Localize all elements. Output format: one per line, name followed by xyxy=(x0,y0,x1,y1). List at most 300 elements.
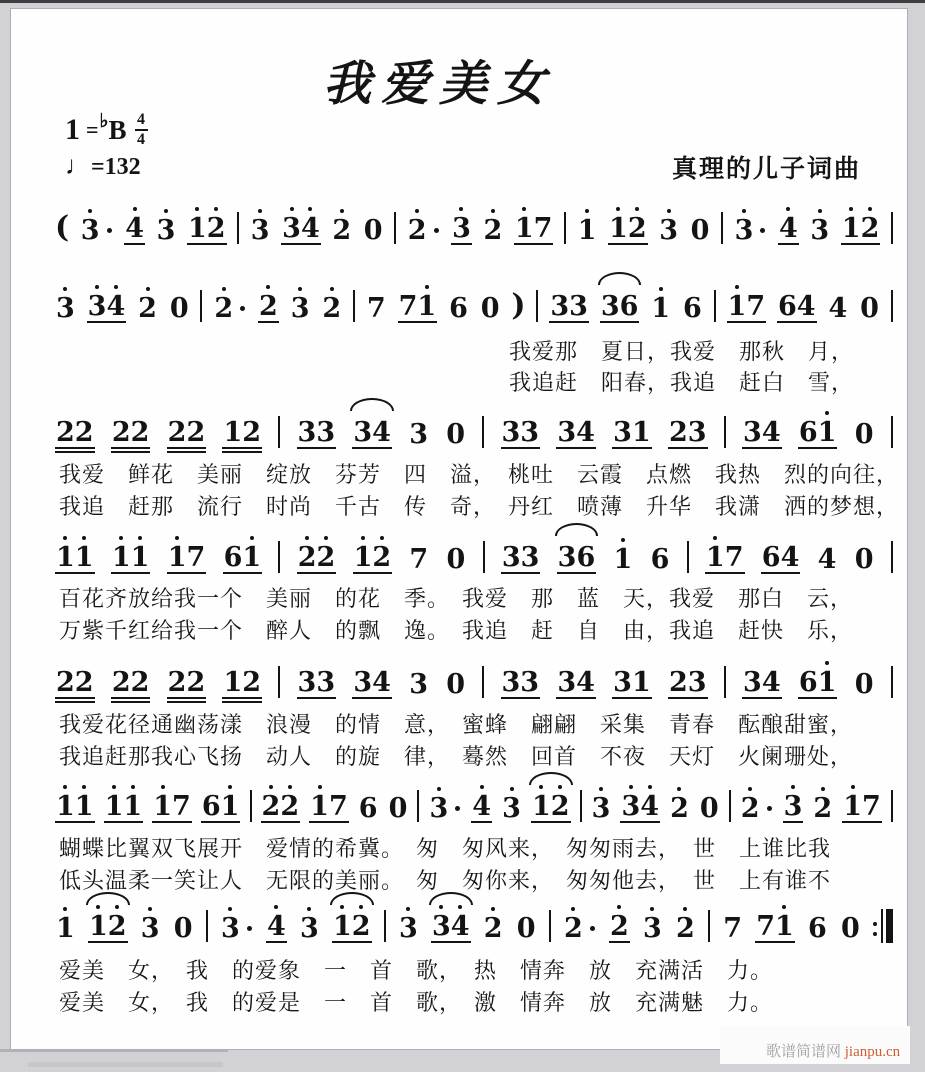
note-group xyxy=(222,661,262,699)
note-digit: 7 xyxy=(724,542,744,573)
barline xyxy=(891,290,893,322)
note xyxy=(429,787,448,822)
barline xyxy=(891,212,893,244)
note xyxy=(799,661,818,696)
note xyxy=(483,209,502,244)
note-digit: 2 xyxy=(138,293,157,324)
note-digit: 4 xyxy=(372,667,391,698)
note-group xyxy=(167,536,207,574)
note-group xyxy=(471,785,492,823)
note-group xyxy=(321,287,342,323)
sheet-paper xyxy=(10,8,908,1050)
note xyxy=(75,536,94,571)
barline xyxy=(278,416,280,448)
note-digit: 2 xyxy=(297,542,317,573)
note-group xyxy=(812,787,833,823)
barline xyxy=(721,212,723,244)
note xyxy=(569,285,588,320)
note-group xyxy=(309,785,349,823)
note xyxy=(186,411,205,446)
parenthesis: ) xyxy=(511,288,526,323)
note xyxy=(446,538,465,573)
note-group xyxy=(722,907,743,943)
note-group xyxy=(817,538,838,574)
parenthesis: ( xyxy=(55,210,70,245)
note-digit: 3 xyxy=(409,419,428,450)
note-digit: 1 xyxy=(220,791,240,822)
note-digit: 3 xyxy=(810,215,830,246)
note-digit: 1 xyxy=(56,791,75,822)
tempo-marking xyxy=(65,151,141,181)
note-digit: 3 xyxy=(501,667,521,698)
note xyxy=(601,285,620,320)
note-digit: 7 xyxy=(409,544,429,575)
octave-dot xyxy=(340,209,344,213)
note-group xyxy=(777,285,817,323)
note-group xyxy=(398,907,419,943)
note-group xyxy=(827,287,848,323)
octave-dot xyxy=(818,209,822,213)
note-group xyxy=(514,207,554,245)
octave-dot xyxy=(480,785,484,789)
note-group xyxy=(331,209,352,245)
note-group xyxy=(297,661,337,699)
note-digit: 1 xyxy=(187,213,207,244)
note-group xyxy=(87,285,127,323)
note xyxy=(138,287,157,322)
note-group xyxy=(682,287,703,323)
note xyxy=(640,785,659,820)
note xyxy=(202,785,221,820)
note-group xyxy=(398,285,438,323)
octave-dot xyxy=(791,785,795,789)
note-digit: 3 xyxy=(140,913,160,944)
repeat-dot xyxy=(873,922,877,926)
note xyxy=(153,785,172,820)
note xyxy=(367,287,386,322)
note-digit: 1 xyxy=(123,791,143,822)
lyric-line: 我追 赶那 流行 时尚 千古 传 奇， 丹红 喷薄 升华 我潇 洒的梦想， xyxy=(59,494,900,519)
note-digit: 6 xyxy=(449,293,468,324)
note-group xyxy=(250,209,271,245)
note xyxy=(259,285,278,320)
octave-dot xyxy=(318,785,322,789)
note-group xyxy=(388,787,409,823)
note-group xyxy=(650,538,671,574)
note-digit: 1 xyxy=(89,911,108,942)
barline xyxy=(417,790,419,822)
note xyxy=(520,661,539,696)
note-digit: 4 xyxy=(640,791,660,822)
note-digit: 0 xyxy=(860,293,879,324)
octave-dot xyxy=(522,207,526,211)
note xyxy=(762,661,781,696)
note-digit: 7 xyxy=(172,791,191,822)
octave-dot xyxy=(786,207,790,211)
note xyxy=(364,209,383,244)
note-digit: 1 xyxy=(310,791,329,822)
note-group xyxy=(854,538,875,574)
augmentation-dot xyxy=(107,228,112,233)
note-group xyxy=(366,287,387,323)
octave-dot xyxy=(648,785,652,789)
note xyxy=(223,661,242,696)
octave-dot xyxy=(677,787,681,791)
note-digit: 3 xyxy=(432,911,451,942)
key-tonic: 1 xyxy=(65,113,80,146)
note-digit: 2 xyxy=(610,911,629,942)
note-digit: 6 xyxy=(650,544,670,575)
note-digit: 3 xyxy=(316,667,336,698)
octave-dot xyxy=(571,907,575,911)
note-digit: 0 xyxy=(480,293,500,324)
note-digit: 1 xyxy=(613,544,633,575)
note-digit: 2 xyxy=(483,913,503,944)
thin-barline xyxy=(881,909,883,943)
slur-arc xyxy=(555,523,599,536)
barline xyxy=(891,541,893,573)
octave-dot xyxy=(459,207,463,211)
note-digit: 4 xyxy=(300,213,320,244)
note-digit: 3 xyxy=(501,417,521,448)
note-digit: 1 xyxy=(727,291,747,322)
note xyxy=(329,785,348,820)
barline xyxy=(353,290,355,322)
note-group xyxy=(407,209,441,245)
note xyxy=(322,287,341,322)
note-digit: 2 xyxy=(550,791,570,822)
note-digit: 1 xyxy=(167,542,187,573)
octave-dot xyxy=(849,207,853,211)
note-group xyxy=(807,907,828,943)
tempo-value: =132 xyxy=(91,154,141,180)
note-group xyxy=(445,663,466,699)
time-signature-bottom: 4 xyxy=(137,131,146,148)
note xyxy=(56,907,75,942)
note-group xyxy=(727,285,767,323)
note xyxy=(691,209,710,244)
note xyxy=(291,287,310,322)
note xyxy=(298,411,317,446)
note xyxy=(75,785,94,820)
octave-dot xyxy=(214,207,218,211)
note xyxy=(578,209,597,244)
lyric-line: 低头温柔一笑让人 无限的美丽。 匆 匆你来， 匆匆他去， 世 上有谁不 xyxy=(59,868,832,893)
note-group xyxy=(557,536,597,574)
note xyxy=(372,661,391,696)
note xyxy=(409,663,428,698)
octave-dot xyxy=(742,209,746,213)
note-digit: 0 xyxy=(173,913,193,944)
note xyxy=(735,209,754,244)
note-digit: 1 xyxy=(56,542,75,573)
note xyxy=(301,207,320,242)
barline xyxy=(482,416,484,448)
notation-line xyxy=(55,197,893,245)
note-digit: 3 xyxy=(557,417,577,448)
note xyxy=(88,285,107,320)
note-digit: 2 xyxy=(564,913,583,944)
note xyxy=(762,536,781,571)
note-digit: 1 xyxy=(631,667,651,698)
octave-dot xyxy=(305,536,309,540)
note xyxy=(56,287,75,322)
note xyxy=(613,411,632,446)
note xyxy=(432,905,451,940)
note-digit: 3 xyxy=(734,215,754,246)
note-group xyxy=(156,209,177,245)
note-digit: 0 xyxy=(854,544,874,575)
note-digit: 3 xyxy=(156,215,176,246)
note-group xyxy=(152,785,192,823)
note xyxy=(620,285,639,320)
note-digit: 2 xyxy=(130,417,150,448)
octave-dot xyxy=(491,209,495,213)
note xyxy=(409,413,428,448)
lyric-line: 我爱花径通幽荡漾 浪漫 的情 意， 蜜蜂 翩翩 采集 青春 酝酿甜蜜， xyxy=(59,712,854,737)
note-digit: 3 xyxy=(621,791,641,822)
augmentation-dot xyxy=(247,926,252,931)
note-digit: 3 xyxy=(591,793,611,824)
note-digit: 2 xyxy=(186,667,206,698)
octave-dot xyxy=(298,287,302,291)
note xyxy=(353,661,372,696)
octave-dot xyxy=(659,287,663,291)
octave-dot xyxy=(96,905,100,909)
note xyxy=(282,207,301,242)
lyric-line: 百花齐放给我一个 美丽 的花 季。 我爱 那 蓝 天，我爱 那白 云， xyxy=(59,586,854,611)
note xyxy=(828,287,847,322)
note-digit: 1 xyxy=(609,213,628,244)
note-digit: 2 xyxy=(676,913,695,944)
note-digit: 7 xyxy=(756,911,775,942)
octave-dot xyxy=(599,787,603,791)
note-group xyxy=(501,536,541,574)
note-digit: 7 xyxy=(746,291,766,322)
note-group xyxy=(220,907,254,943)
note xyxy=(106,285,125,320)
note-digit: 4 xyxy=(817,544,837,575)
note-group xyxy=(690,209,711,245)
note xyxy=(389,787,408,822)
lyric-line: 万紫千红给我一个 醉人 的飘 逸。 我追 赶 自 由，我追 赶快 乐， xyxy=(59,618,854,643)
note xyxy=(725,536,744,571)
note-group xyxy=(842,785,882,823)
note-group xyxy=(798,411,838,449)
note xyxy=(186,661,205,696)
octave-dot xyxy=(629,785,633,789)
note xyxy=(174,907,193,942)
note xyxy=(359,787,378,822)
note-digit: 4 xyxy=(761,417,781,448)
note xyxy=(56,785,75,820)
octave-dot xyxy=(133,207,137,211)
note-group xyxy=(612,661,652,699)
note-digit: 3 xyxy=(520,667,540,698)
note xyxy=(316,661,335,696)
note xyxy=(56,411,75,446)
note-group xyxy=(111,661,151,699)
note xyxy=(860,287,879,322)
slur-arc xyxy=(529,772,573,785)
note-group xyxy=(740,787,774,823)
note-digit: 2 xyxy=(186,417,206,448)
note-group xyxy=(742,411,782,449)
lyric-line: 爱美 女， 我 的爱是 一 首 歌， 激 情奔 放 充满魅 力。 xyxy=(59,990,774,1015)
note-digit: 1 xyxy=(56,913,75,944)
note-group xyxy=(577,209,598,245)
note-group xyxy=(620,785,660,823)
octave-dot xyxy=(115,905,119,909)
note xyxy=(280,785,299,820)
note-digit: 1 xyxy=(153,791,173,822)
note-digit: 1 xyxy=(111,542,131,573)
lyric-line: 蝴蝶比翼双飞展开 爱情的希冀。 匆 匆风来， 匆匆雨去， 世 上谁比我 xyxy=(59,836,832,861)
note-group xyxy=(854,663,875,699)
note xyxy=(332,209,351,244)
note-digit: 1 xyxy=(651,293,671,324)
note xyxy=(399,907,418,942)
frame-bottom-line xyxy=(0,1049,228,1052)
slur-arc xyxy=(350,398,394,411)
repeat-dots xyxy=(873,922,877,936)
note xyxy=(676,907,695,942)
note-group xyxy=(55,661,95,699)
note xyxy=(743,661,762,696)
note-digit: 6 xyxy=(798,417,818,448)
note xyxy=(843,785,862,820)
note xyxy=(353,411,372,446)
note-digit: 2 xyxy=(670,793,689,824)
note-digit: 2 xyxy=(407,215,427,246)
note-group xyxy=(169,287,190,323)
note-digit: 2 xyxy=(167,667,187,698)
octave-dot xyxy=(63,287,67,291)
barline xyxy=(708,910,710,942)
note xyxy=(105,785,124,820)
note-digit: 3 xyxy=(429,793,449,824)
note-digit: 1 xyxy=(223,667,243,698)
barline xyxy=(278,541,280,573)
note-group xyxy=(428,787,462,823)
key-signature xyxy=(65,109,148,151)
note xyxy=(818,411,837,446)
note xyxy=(242,536,261,571)
repeat-dot xyxy=(873,932,877,936)
note-group xyxy=(841,207,881,245)
barline xyxy=(482,666,484,698)
note-group xyxy=(213,287,247,323)
lyric-line: 我追赶 阳春，我追 赶白 雪， xyxy=(509,370,855,395)
note xyxy=(298,661,317,696)
note xyxy=(799,411,818,446)
note-digit: 2 xyxy=(740,793,760,824)
note xyxy=(172,785,191,820)
note xyxy=(451,905,470,940)
note-group xyxy=(854,413,875,449)
note-group xyxy=(840,907,861,943)
octave-dot xyxy=(131,785,135,789)
note xyxy=(784,785,803,820)
frame-top-line xyxy=(0,0,925,3)
note xyxy=(141,907,160,942)
note xyxy=(855,663,874,698)
note xyxy=(841,907,860,942)
note xyxy=(484,907,503,942)
note-digit: 1 xyxy=(130,542,150,573)
note-group xyxy=(353,536,393,574)
octave-dot xyxy=(114,285,118,289)
note-group xyxy=(650,287,671,323)
thick-barline xyxy=(886,909,893,943)
note xyxy=(621,785,640,820)
note xyxy=(481,287,500,322)
octave-dot xyxy=(330,287,334,291)
note-group xyxy=(705,536,745,574)
note-group xyxy=(516,907,537,943)
note xyxy=(842,207,861,242)
note-digit: 3 xyxy=(613,667,632,698)
octave-dot xyxy=(415,209,419,213)
note-digit: 2 xyxy=(242,417,262,448)
barline xyxy=(564,212,566,244)
note-digit: 3 xyxy=(353,417,373,448)
note xyxy=(855,538,874,573)
note-digit: 2 xyxy=(668,667,688,698)
barline xyxy=(724,666,726,698)
note xyxy=(112,411,131,446)
note-group xyxy=(222,411,262,449)
octave-dot xyxy=(361,536,365,540)
note-group xyxy=(675,907,696,943)
note-digit: 1 xyxy=(74,542,94,573)
barline xyxy=(687,541,689,573)
note-group xyxy=(501,661,541,699)
note-group xyxy=(600,285,640,323)
note xyxy=(628,207,647,242)
barline xyxy=(891,790,893,822)
watermark xyxy=(766,1040,900,1061)
lyric-line: 我爱 鲜花 美丽 绽放 芬芳 四 溢， 桃吐 云霞 点燃 我热 烈的向往， xyxy=(59,462,900,487)
note-digit: 3 xyxy=(353,667,373,698)
note-group xyxy=(668,411,708,449)
note-group xyxy=(761,536,801,574)
note-digit: 3 xyxy=(743,417,762,448)
note-digit: 3 xyxy=(550,291,570,322)
note xyxy=(551,785,570,820)
note-group xyxy=(658,209,679,245)
note xyxy=(224,536,243,571)
note-digit: 2 xyxy=(111,667,131,698)
note-digit: 3 xyxy=(316,417,336,448)
note xyxy=(723,907,742,942)
note xyxy=(75,411,94,446)
note xyxy=(112,536,131,571)
note-group xyxy=(111,411,151,449)
note-digit: 1 xyxy=(775,911,794,942)
watermark-link[interactable]: jianpu.cn xyxy=(844,1044,901,1060)
octave-dot xyxy=(735,285,739,289)
note-digit: 2 xyxy=(860,213,880,244)
note xyxy=(214,287,233,322)
octave-dot xyxy=(406,907,410,911)
note-digit: 2 xyxy=(167,417,187,448)
note xyxy=(643,907,662,942)
note xyxy=(610,905,629,940)
note xyxy=(728,285,747,320)
octave-dot xyxy=(782,905,786,909)
note-digit: 0 xyxy=(388,793,408,824)
